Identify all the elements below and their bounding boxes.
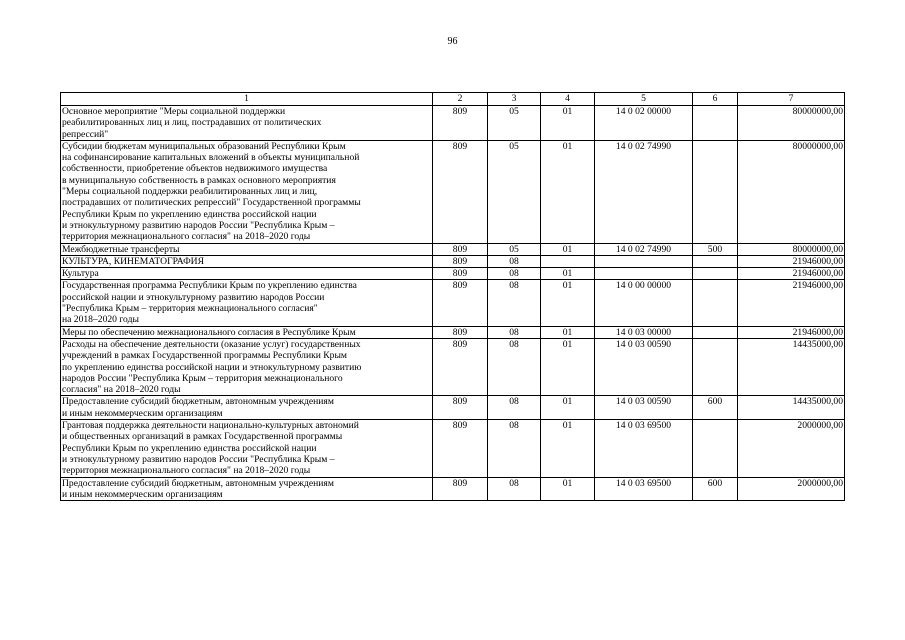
- ministry-code-cell: 809: [433, 268, 488, 280]
- table-body: [61, 106, 845, 501]
- ministry-code-cell: 809: [433, 338, 488, 395]
- expense-name-line: Культура: [62, 268, 99, 280]
- column-header: 7: [738, 93, 845, 106]
- table-row: [61, 106, 845, 141]
- expense-type-cell: [693, 255, 738, 267]
- column-header: 2: [433, 93, 488, 106]
- section-code-cell: 08: [488, 420, 541, 477]
- amount-cell: 21946000,00: [738, 326, 845, 338]
- expense-name-line: КУЛЬТУРА, КИНЕМАТОГРАФИЯ: [62, 255, 204, 267]
- expense-name-cell: [61, 140, 433, 243]
- subsection-code-cell: 01: [541, 396, 595, 420]
- amount-cell: 80000000,00: [738, 243, 845, 255]
- expense-type-cell: [693, 420, 738, 477]
- ministry-code-cell: 809: [433, 140, 488, 243]
- expense-name-line: учреждений в рамках Государственной программы Республики Крым: [62, 350, 347, 362]
- section-code-cell: 08: [488, 326, 541, 338]
- expense-name-line: и общественных организаций в рамках Государственной программы: [62, 431, 343, 443]
- target-article-cell: 14 0 03 00590: [595, 338, 693, 395]
- column-header: 5: [595, 93, 693, 106]
- target-article-cell: [595, 268, 693, 280]
- subsection-code-cell: 01: [541, 477, 595, 501]
- section-code-cell: 08: [488, 477, 541, 501]
- expense-name-cell: [61, 338, 433, 395]
- expense-name-line: территория межнационального согласия" на 2018–2020 годы: [62, 231, 311, 243]
- subsection-code-cell: 01: [541, 338, 595, 395]
- expense-name-line: Субсидии бюджетам муниципальных образований Республики Крым: [62, 140, 346, 152]
- expense-type-cell: [693, 280, 738, 326]
- expense-name-cell: [61, 106, 433, 141]
- target-article-cell: 14 0 02 74990: [595, 243, 693, 255]
- expense-name-line: пострадавших от политических репрессий" Государственной программы: [62, 197, 361, 209]
- expense-name-line: согласия" на 2018–2020 годы: [62, 384, 181, 396]
- expense-name-line: Меры по обеспечению межнационального согласия в Республике Крым: [62, 326, 356, 338]
- amount-cell: 21946000,00: [738, 268, 845, 280]
- subsection-code-cell: 01: [541, 420, 595, 477]
- expense-name-cell: [61, 280, 433, 326]
- subsection-code-cell: 01: [541, 326, 595, 338]
- amount-cell: 80000000,00: [738, 106, 845, 141]
- expense-name-cell: [61, 477, 433, 501]
- expense-name-line: Предоставление субсидий бюджетным, автономным учреждениям: [62, 396, 334, 408]
- expense-name-cell: [61, 396, 433, 420]
- expense-type-cell: [693, 326, 738, 338]
- table-header-row: [61, 93, 845, 106]
- budget-table: [60, 92, 845, 501]
- expense-name-line: "Республика Крым – территория межнационального согласия": [62, 303, 318, 315]
- expense-name-cell: [61, 255, 433, 267]
- expense-type-cell: 600: [693, 477, 738, 501]
- amount-cell: 21946000,00: [738, 255, 845, 267]
- ministry-code-cell: 809: [433, 280, 488, 326]
- section-code-cell: 05: [488, 106, 541, 141]
- target-article-cell: 14 0 03 00000: [595, 326, 693, 338]
- column-header: 1: [61, 93, 433, 106]
- subsection-code-cell: 01: [541, 140, 595, 243]
- expense-name-line: собственности, приобретение объектов недвижимого имущества: [62, 163, 328, 175]
- section-code-cell: 05: [488, 243, 541, 255]
- expense-name-line: на софинансирование капитальных вложений в объекты муниципальной: [62, 152, 360, 164]
- subsection-code-cell: 01: [541, 280, 595, 326]
- table-row: [61, 477, 845, 501]
- section-code-cell: 08: [488, 268, 541, 280]
- amount-cell: 14435000,00: [738, 338, 845, 395]
- column-header: 4: [541, 93, 595, 106]
- expense-name-line: Республики Крым по укреплению единства российской нации: [62, 208, 317, 220]
- table-row: [61, 338, 845, 395]
- expense-name-cell: [61, 326, 433, 338]
- expense-type-cell: [693, 338, 738, 395]
- ministry-code-cell: 809: [433, 326, 488, 338]
- table-row: [61, 140, 845, 243]
- expense-name-line: и этнокультурному развитию народов России "Республика Крым –: [62, 453, 335, 465]
- ministry-code-cell: 809: [433, 477, 488, 501]
- target-article-cell: 14 0 03 00590: [595, 396, 693, 420]
- ministry-code-cell: 809: [433, 396, 488, 420]
- column-header: 3: [488, 93, 541, 106]
- expense-name-cell: [61, 243, 433, 255]
- expense-type-cell: [693, 268, 738, 280]
- expense-name-cell: [61, 420, 433, 477]
- table-row: [61, 243, 845, 255]
- table-row: [61, 396, 845, 420]
- subsection-code-cell: 01: [541, 106, 595, 141]
- expense-name-line: и иным некоммерческим организациям: [62, 407, 223, 419]
- table-row: [61, 280, 845, 326]
- expense-name-line: на 2018–2020 годы: [62, 314, 139, 326]
- subsection-code-cell: [541, 255, 595, 267]
- expense-name-line: по укреплению единства российской нации и этнокультурному развитию: [62, 361, 362, 373]
- expense-type-cell: 600: [693, 396, 738, 420]
- expense-type-cell: [693, 106, 738, 141]
- ministry-code-cell: 809: [433, 420, 488, 477]
- amount-cell: 2000000,00: [738, 477, 845, 501]
- table-row: [61, 420, 845, 477]
- expense-name-line: Основное мероприятие "Меры социальной поддержки: [62, 106, 286, 117]
- table-row: [61, 268, 845, 280]
- expense-name-line: Республики Крым по укреплению единства российской нации: [62, 442, 317, 454]
- ministry-code-cell: 809: [433, 106, 488, 141]
- subsection-code-cell: 01: [541, 268, 595, 280]
- target-article-cell: [595, 255, 693, 267]
- expense-name-line: Грантовая поддержка деятельности национально-культурных автономий: [62, 420, 359, 432]
- expense-name-line: и иным некоммерческим организациям: [62, 488, 223, 500]
- subsection-code-cell: 01: [541, 243, 595, 255]
- table-row: [61, 255, 845, 267]
- expense-name-line: реабилитированных лиц и лиц, пострадавших от политических: [62, 117, 322, 129]
- expense-name-line: в муниципальную собственность в рамках основного мероприятия: [62, 174, 336, 186]
- amount-cell: 80000000,00: [738, 140, 845, 243]
- expense-name-line: "Меры социальной поддержки реабилитированных лиц и лиц,: [62, 186, 318, 198]
- amount-cell: 14435000,00: [738, 396, 845, 420]
- expense-name-line: Государственная программа Республики Крым по укреплению единства: [62, 280, 357, 292]
- amount-cell: 2000000,00: [738, 420, 845, 477]
- target-article-cell: 14 0 03 69500: [595, 477, 693, 501]
- expense-name-line: народов России "Республика Крым – территория межнационального: [62, 372, 343, 384]
- section-code-cell: 08: [488, 338, 541, 395]
- expense-type-cell: 500: [693, 243, 738, 255]
- column-header: 6: [693, 93, 738, 106]
- expense-name-line: территория межнационального согласия" на 2018–2020 годы: [62, 465, 311, 477]
- section-code-cell: 08: [488, 280, 541, 326]
- target-article-cell: 14 0 03 69500: [595, 420, 693, 477]
- expense-name-cell: [61, 268, 433, 280]
- target-article-cell: 14 0 02 00000: [595, 106, 693, 141]
- section-code-cell: 05: [488, 140, 541, 243]
- expense-type-cell: [693, 140, 738, 243]
- expense-name-line: репрессий": [62, 128, 109, 140]
- expense-name-line: российской нации и этнокультурному развитию народов России: [62, 291, 325, 303]
- section-code-cell: 08: [488, 255, 541, 267]
- table-row: [61, 326, 845, 338]
- amount-cell: 21946000,00: [738, 280, 845, 326]
- expense-name-line: и этнокультурному развитию народов России "Республика Крым –: [62, 219, 335, 231]
- expense-name-line: Предоставление субсидий бюджетным, автономным учреждениям: [62, 477, 334, 489]
- ministry-code-cell: 809: [433, 255, 488, 267]
- expense-name-line: Расходы на обеспечение деятельности (оказание услуг) государственных: [62, 338, 361, 350]
- target-article-cell: 14 0 00 00000: [595, 280, 693, 326]
- page-number: 96: [447, 36, 458, 47]
- ministry-code-cell: 809: [433, 243, 488, 255]
- section-code-cell: 08: [488, 396, 541, 420]
- target-article-cell: 14 0 02 74990: [595, 140, 693, 243]
- expense-name-line: Межбюджетные трансферты: [62, 243, 180, 255]
